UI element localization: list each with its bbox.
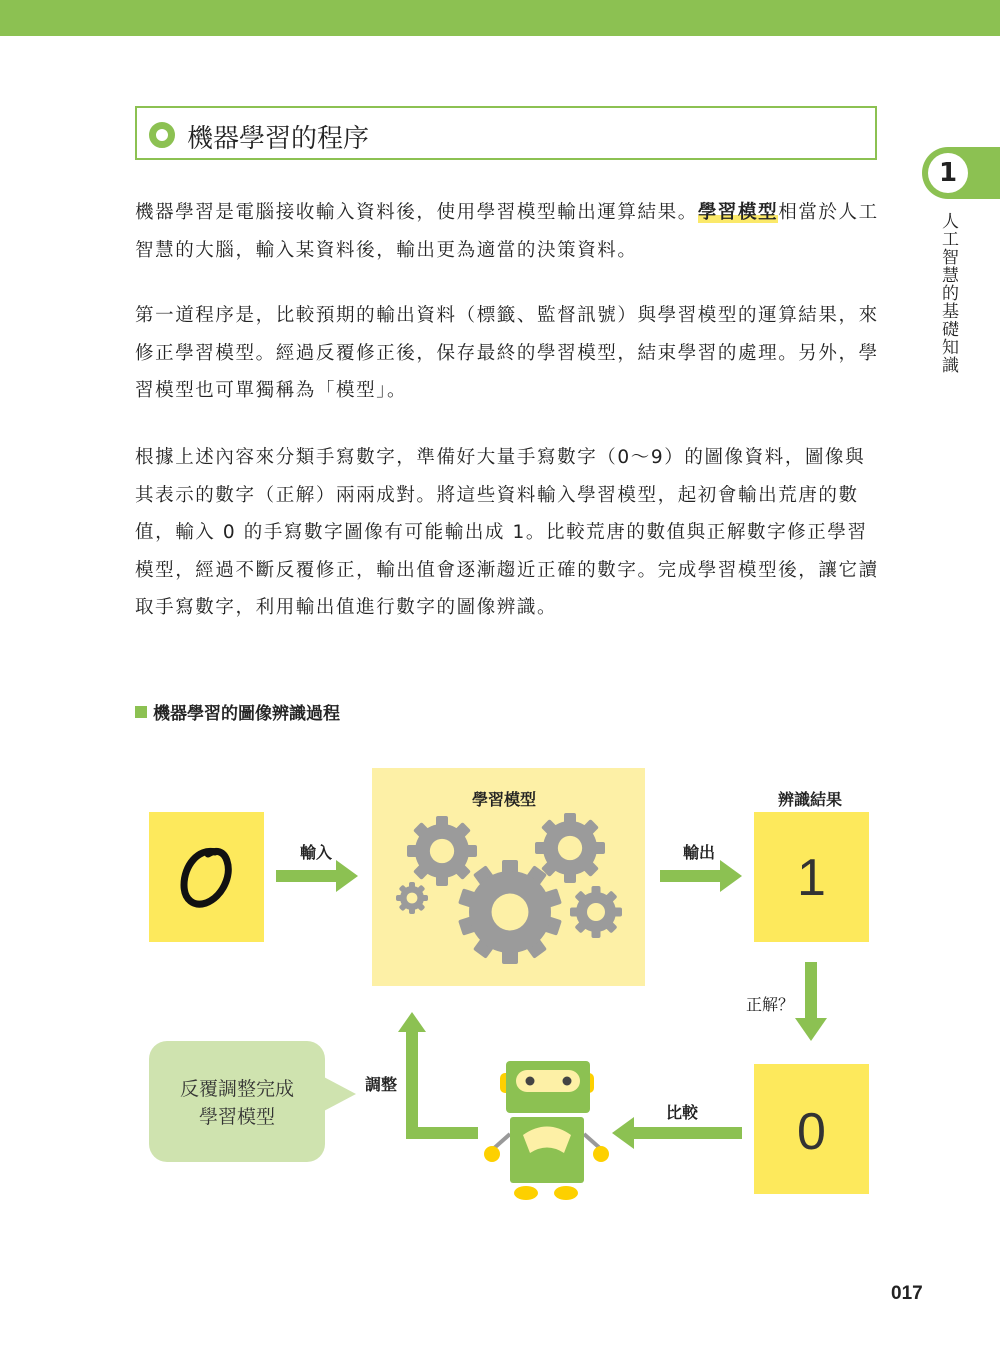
model-label: 學習模型 (472, 790, 537, 809)
truth-value: 0 (797, 1103, 826, 1161)
adjust-arrow-icon (398, 1012, 478, 1133)
gear-icon (407, 816, 477, 886)
paragraph-3: 根據上述內容來分類手寫數字，準備好大量手寫數字（0～9）的圖像資料，圖像與其表示的數字（正解）兩兩成對。將這些資料輸入學習模型，起初會輸出荒唐的數值，輸入 0 的手寫數字圖像有可能輸出成 1。比較荒唐的數值與正解數字修正學習模型，經過不斷反覆修正，輸出值會逐漸趨近正確的數字。完成學習模型後，讓它讀取手寫數字，利用輸出值進行數字的圖像辨識。 (135, 447, 879, 618)
robot-icon (484, 1061, 609, 1200)
page-number: 017 (891, 1283, 923, 1304)
speech-line-2: 學習模型 (198, 1106, 275, 1128)
output-label: 輸出 (683, 843, 716, 862)
correct-question-label: 正解？ (746, 995, 795, 1014)
output-arrow-icon (660, 860, 742, 892)
paragraph-1-text-end: 相當於人工智慧的大腦，輸入某資料後，輸出更為適當的決策資料。 (135, 202, 879, 261)
input-label: 輸入 (300, 843, 333, 862)
chapter-number: 1 (928, 153, 968, 193)
gear-icon (535, 813, 605, 883)
gear-icon (396, 882, 428, 914)
highlighted-term: 學習模型 (697, 202, 779, 223)
section-title: 機器學習的程序 (187, 124, 370, 154)
result-label: 辨識結果 (778, 790, 843, 809)
chapter-title: 人工智慧的基礎知識 (938, 212, 958, 374)
adjust-label: 調整 (365, 1075, 398, 1094)
down-arrow-icon (795, 962, 827, 1041)
speech-line-1: 反覆調整完成 (179, 1078, 294, 1100)
paragraph-1-text: 機器學習是電腦接收輸入資料後，使用學習模型輸出運算結果。 (135, 202, 698, 223)
compare-label: 比較 (666, 1103, 699, 1122)
figure-caption-text: 機器學習的圖像辨識過程 (153, 704, 340, 724)
gear-icon (458, 860, 562, 964)
paragraph-2: 第一道程序是，比較預期的輸出資料（標籤、監督訊號）與學習模型的運算結果，來修正學習模型。經過反覆修正後，保存最終的學習模型，結束學習的處理。另外，學習模型也可單獨稱為「模型」。 (135, 305, 879, 401)
result-value: 1 (797, 849, 826, 907)
handwritten-zero-icon (184, 851, 228, 904)
gear-icon (570, 886, 622, 938)
gears-group (396, 813, 622, 964)
input-arrow-icon (276, 860, 358, 892)
